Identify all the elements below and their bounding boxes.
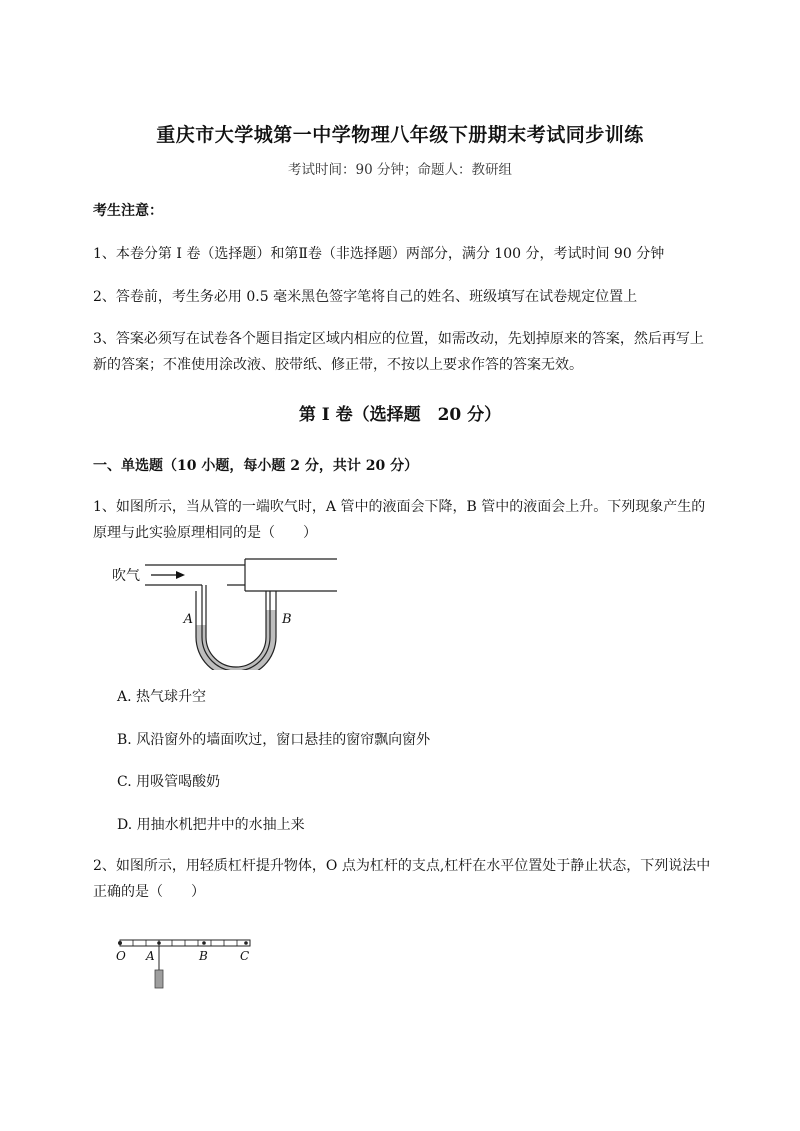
question-1-option-d[interactable]: D. 用抽水机把井中的水抽上来 bbox=[117, 817, 305, 833]
notice-item-3: 3、答案必须写在试卷各个题目指定区域内相应的位置，如需改动，先划掉原来的答案，然后再写上新的答案；不准使用涂改液、胶带纸、修正带，不按以上要求作答的答案无效。 bbox=[93, 331, 704, 373]
point-c-label: C bbox=[240, 949, 250, 963]
u-tube bbox=[196, 585, 276, 670]
section-title: 第 I 卷（选择题 20 分） bbox=[298, 405, 502, 425]
tube-a-label: A bbox=[183, 612, 193, 627]
part-heading: 一、单选题（10 小题，每小题 2 分，共计 20 分） bbox=[93, 458, 419, 474]
notice-item-1: 1、本卷分第 I 卷（选择题）和第Ⅱ卷（非选择题）两部分，满分 100 分，考试时间 90 分钟 bbox=[93, 246, 665, 262]
notice-heading: 考生注意： bbox=[93, 203, 163, 219]
lever-figure bbox=[110, 932, 260, 994]
point-b-label: B bbox=[199, 949, 208, 963]
question-1-stem: 1、如图所示，当从管的一端吹气时，A 管中的液面会下降，B 管中的液面会上升。下列现象产生的原理与此实验原理相同的是（ ） bbox=[93, 499, 706, 541]
point-o-label: O bbox=[116, 949, 126, 963]
blow-label: 吹气 bbox=[112, 568, 140, 584]
lever-bar bbox=[118, 940, 250, 946]
question-1-option-b[interactable]: B. 风沿窗外的墙面吹过，窗口悬挂的窗帘飘向窗外 bbox=[117, 732, 431, 748]
arrow-icon bbox=[151, 571, 185, 579]
question-1-option-a[interactable]: A. 热气球升空 bbox=[117, 689, 207, 705]
question-2-stem: 2、如图所示，用轻质杠杆提升物体，O 点为杠杆的支点,杠杆在水平位置处于静止状态，下列说法中正确的是（ ） bbox=[93, 858, 711, 900]
notice-item-2: 2、答卷前，考生务必用 0.5 毫米黑色签字笔将自己的姓名、班级填写在试卷规定位置上 bbox=[93, 289, 638, 305]
u-tube-figure bbox=[105, 555, 345, 670]
page-title: 重庆市大学城第一中学物理八年级下册期末考试同步训练 bbox=[156, 124, 644, 146]
exam-info: 考试时间：90 分钟；命题人：教研组 bbox=[288, 162, 512, 178]
question-1-option-c[interactable]: C. 用吸管喝酸奶 bbox=[117, 774, 221, 790]
hanging-weight bbox=[155, 970, 163, 988]
point-a-label: A bbox=[146, 949, 155, 963]
tube-b-label: B bbox=[282, 612, 292, 627]
